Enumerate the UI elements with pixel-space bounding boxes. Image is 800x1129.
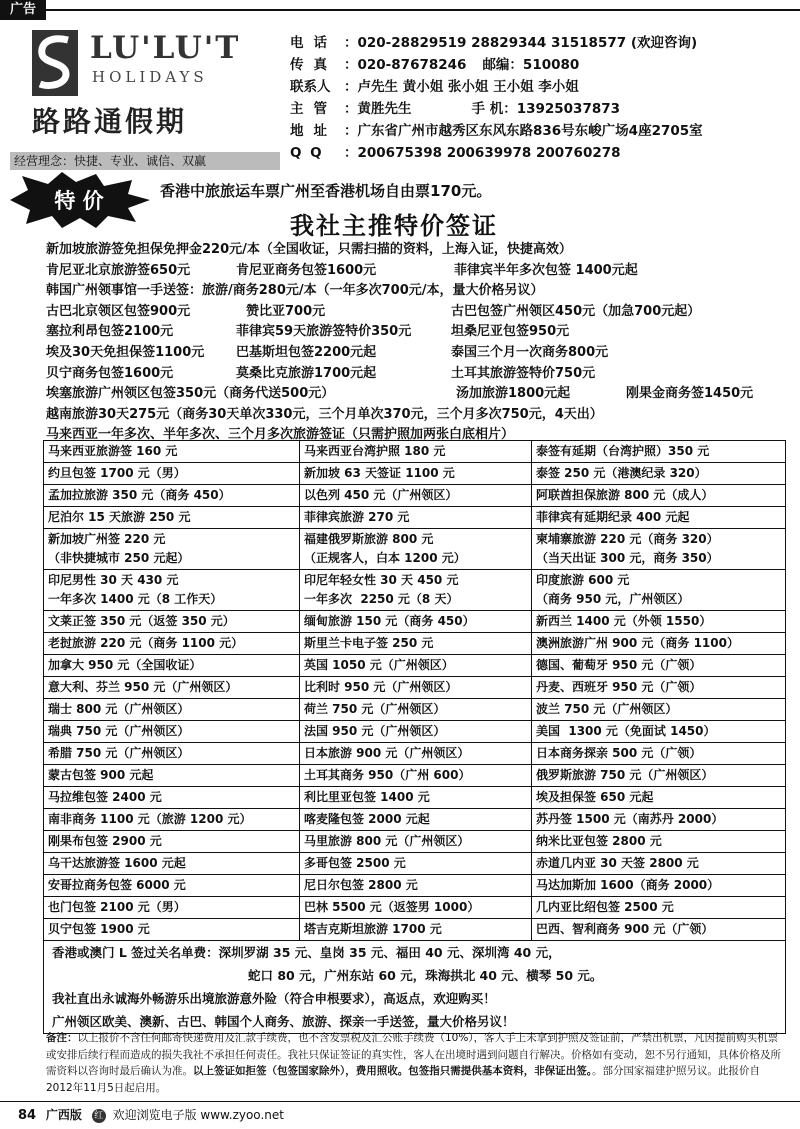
visa-promo-item: 菲律宾半年多次包签 1400元起: [454, 262, 638, 278]
table-cell: 斯里兰卡电子签 250 元: [300, 633, 532, 655]
edition-logo-icon: 红: [92, 1109, 106, 1123]
visa-promo-item: 塞拉利昂包签2100元: [46, 324, 174, 340]
table-cell: 几内亚比绍包签 2500 元: [532, 897, 786, 919]
table-cell: 苏丹签 1500 元（南苏丹 2000）: [532, 809, 786, 831]
table-row: [44, 743, 786, 765]
table-cell: 塔吉克斯坦旅游 1700 元: [300, 919, 532, 941]
table-row: [44, 507, 786, 529]
table-cell: 马来西亚旅游签 160 元: [44, 441, 300, 463]
table-cell: 印度旅游 600 元 （商务 950 元，广州领区）: [532, 570, 786, 611]
fax-row: 传真 ：020-87678246 邮编：510080: [290, 54, 703, 76]
table-cell: 缅甸旅游 150 元（商务 450）: [300, 611, 532, 633]
contacts-value: 卢先生 黄小姐 张小姐 王小姐 李小姐: [357, 79, 579, 95]
notice-line: 蛇口 80 元，广州东站 60 元，珠海拱北 40 元、横琴 50 元。: [248, 968, 603, 983]
remarks: [46, 1030, 786, 1096]
table-cell: 俄罗斯旅游 750 元（广州领区）: [532, 765, 786, 787]
table-cell: 澳洲旅游广州 900 元（商务 1100）: [532, 633, 786, 655]
table-cell: 孟加拉旅游 350 元（商务 450）: [44, 485, 300, 507]
logo-name: LU'LU'T: [90, 30, 241, 66]
visa-promo-item: 泰国三个月一次商务800元: [451, 344, 609, 360]
table-row: [44, 611, 786, 633]
table-cell: 巴林 5500 元（返签男 1000）: [300, 897, 532, 919]
qq-row: Q Q ：200675398 200639978 200760278: [290, 142, 703, 164]
table-cell: 比利时 950 元（广州领区）: [300, 677, 532, 699]
table-cell: 瑞典 750 元（广州领区）: [44, 721, 300, 743]
logo-chinese-name: 路路通假期: [32, 105, 188, 138]
table-cell: 德国、葡萄牙 950 元（广领）: [532, 655, 786, 677]
visa-price-table: [43, 440, 786, 941]
fax-value: 020-87678246: [357, 57, 467, 73]
company-logo: [22, 28, 262, 152]
table-cell: 南非商务 1100 元（旅游 1200 元）: [44, 809, 300, 831]
address-value: 广东省广州市越秀区东风东路836号东峻广场4座2705室: [357, 123, 703, 139]
notice-line: 广州领区欧美、澳新、古巴、韩国个人商务、旅游、探亲一手送签，量大价格另议！: [52, 1014, 515, 1029]
table-cell: 贝宁包签 1900 元: [44, 919, 300, 941]
visa-promo-item: 贝宁商务包签1600元: [46, 365, 174, 381]
visa-promo-list: [46, 240, 786, 446]
table-cell: 马拉维包签 2400 元: [44, 787, 300, 809]
visa-promo-item: 埃及30天免担保签1100元: [46, 344, 205, 360]
mobile: 手 机：13925037873: [471, 101, 621, 117]
table-cell: 乌干达旅游签 1600 元起: [44, 853, 300, 875]
table-cell: 法国 950 元（广州领区）: [300, 721, 532, 743]
table-cell: 日本商务探亲 500 元（广领）: [532, 743, 786, 765]
visa-promo-item: 土耳其旅游签特价750元: [451, 365, 596, 381]
table-cell: 刚果布包签 2900 元: [44, 831, 300, 853]
visa-promo-item: 坦桑尼亚包签950元: [451, 324, 570, 340]
table-cell: 印尼年轻女性 30 天 450 元 一年多次 2250 元（8 天）: [300, 570, 532, 611]
table-cell: 老挝旅游 220 元（商务 1100 元）: [44, 633, 300, 655]
special-badge-text: 特 价: [54, 189, 104, 213]
notice-line: 香港或澳门 L 签过关名单费：深圳罗湖 35 元、皇岗 35 元、福田 40 元、深圳湾 40 元，: [52, 945, 561, 960]
visa-promo-item: 韩国广州领事馆一手送签：旅游/商务280元/本（一年多次700元/本，量大价格另议）: [46, 283, 544, 299]
table-cell: 纳米比亚包签 2800 元: [532, 831, 786, 853]
table-row: [44, 699, 786, 721]
logo-s-icon: [32, 30, 78, 96]
visa-promo-row: [46, 261, 786, 282]
manager-row: 主管 ：黄胜先生 手 机：13925037873: [290, 98, 703, 120]
table-row: [44, 441, 786, 463]
special-offer-line: 香港中旅旅运车票广州至香港机场自由票170元。: [160, 182, 492, 200]
table-row: [44, 721, 786, 743]
table-cell: 希腊 750 元（广州领区）: [44, 743, 300, 765]
table-cell: 意大利、芬兰 950 元（广州领区）: [44, 677, 300, 699]
qq-value: 200675398 200639978 200760278: [357, 145, 621, 161]
table-row: [44, 875, 786, 897]
visa-promo-item: 菲律宾59天旅游签特价350元: [236, 324, 412, 340]
table-cell: 加拿大 950 元（全国收证）: [44, 655, 300, 677]
table-row: [44, 655, 786, 677]
visa-promo-item: 肯尼亚北京旅游签650元: [46, 262, 191, 278]
table-row: [44, 633, 786, 655]
table-cell: 丹麦、西班牙 950 元（广领）: [532, 677, 786, 699]
table-row: [44, 677, 786, 699]
table-cell: 利比里亚包签 1400 元: [300, 787, 532, 809]
top-rule: [46, 9, 800, 11]
special-offer-burst: [4, 172, 154, 228]
notice-line: 我社直出永诚海外畅游乐出境旅游意外险（符合申根要求），高返点，欢迎购买！: [52, 991, 496, 1006]
visa-promo-item: 莫桑比克旅游1700元起: [236, 365, 377, 381]
table-cell: 瑞士 800 元（广州领区）: [44, 699, 300, 721]
visa-promo-row: [46, 322, 786, 343]
page-number: 84: [18, 1108, 37, 1123]
table-row: [44, 831, 786, 853]
website-text: 欢迎浏览电子版 www.zyoo.net: [112, 1108, 284, 1122]
table-cell: 新加坡 63 天签证 1100 元: [300, 463, 532, 485]
visa-promo-item: 越南旅游30天275元（商务30天单次330元，三个月单次370元，三个月多次750元，4天出）: [46, 406, 603, 422]
visa-promo-item: 新加坡旅游签免担保免押金220元/本（全国收证，只需扫描的资料，上海入证，快捷高效）: [46, 242, 572, 257]
remarks-text: 以上报价不含任何邮寄快递费用及汇款手续费，也不含发票税及汇公账手续费（10%），客人手上未拿到护照及签证前，严禁出机票，凡因提前购买机票或安排后续行程而造成的损失我社不承担任何责任。我社只保证签证的真实性，客人在出境时遇到问题自行解决。价格如有变动，恕不另行通知，具体价格及所需资料以咨询时最后确认为准。: [46, 1032, 781, 1077]
visa-promo-item: 古巴包签广州领区450元（加急700元起）: [451, 303, 701, 319]
bottom-notice-box: [43, 940, 786, 1034]
table-cell: 土耳其商务 950（广州 600）: [300, 765, 532, 787]
table-row: [44, 787, 786, 809]
table-cell: 日本旅游 900 元（广州领区）: [300, 743, 532, 765]
contact-info: [290, 32, 703, 164]
visa-promo-row: [46, 364, 786, 385]
visa-promo-row: [46, 281, 786, 302]
visa-promo-item: 刚果金商务签1450元: [626, 386, 754, 402]
table-cell: 也门包签 2100 元（男）: [44, 897, 300, 919]
visa-promo-row: [46, 302, 786, 323]
table-cell: 菲律宾旅游 270 元: [300, 507, 532, 529]
table-cell: 马来西亚台湾护照 180 元: [300, 441, 532, 463]
table-cell: 柬埔寨旅游 220 元（商务 320） （当天出证 300 元，商务 350）: [532, 529, 786, 570]
contacts-row: 联系人 ：卢先生 黄小姐 张小姐 王小姐 李小姐: [290, 76, 703, 98]
table-cell: 蒙古包签 900 元起: [44, 765, 300, 787]
table-cell: 尼泊尔 15 天旅游 250 元: [44, 507, 300, 529]
table-row: [44, 570, 786, 611]
remarks-bold-text: 以上签证如拒签（包签国家除外），费用照收。包签指只需提供基本资料，非保证出签。: [193, 1065, 592, 1077]
phone-value: 020-28829519 28829344 31518577 (欢迎咨询): [357, 35, 698, 51]
table-cell: 喀麦隆包签 2000 元起: [300, 809, 532, 831]
visa-promo-item: 古巴北京领区包签900元: [46, 303, 191, 319]
visa-promo-item: 赞比亚700元: [246, 303, 326, 319]
table-row: [44, 919, 786, 941]
visa-promo-item: 肯尼亚商务包签1600元: [236, 262, 377, 278]
table-row: [44, 485, 786, 507]
table-cell: 以色列 450 元（广州领区）: [300, 485, 532, 507]
table-cell: 埃及担保签 650 元起: [532, 787, 786, 809]
visa-promo-item: 汤加旅游1800元起: [456, 386, 571, 402]
table-cell: 巴西、智利商务 900 元（广领）: [532, 919, 786, 941]
table-row: [44, 765, 786, 787]
table-cell: 荷兰 750 元（广州领区）: [300, 699, 532, 721]
table-row: [44, 463, 786, 485]
table-cell: 美国 1300 元（免面试 1450）: [532, 721, 786, 743]
page-footer: [0, 1101, 800, 1127]
ad-tag: 广告: [0, 0, 46, 20]
table-cell: 波兰 750 元（广州领区）: [532, 699, 786, 721]
visa-promo-item: 巴基斯坦包签2200元起: [236, 344, 377, 360]
table-row: [44, 809, 786, 831]
visa-promo-item: 马来西亚一年多次、半年多次、三个月多次旅游签证（只需护照加两张白底相片）: [46, 427, 515, 443]
postcode: 邮编：510080: [482, 57, 580, 73]
remarks-label: 备注：: [46, 1032, 78, 1044]
phone-row: 电话 ：020-28829519 28829344 31518577 (欢迎咨询): [290, 32, 703, 54]
table-cell: 文莱正签 350 元（返签 350 元）: [44, 611, 300, 633]
remarks-tail: 。部分国家福建护照另议。此报价自2012年11月5日起启用。: [46, 1065, 760, 1094]
table-cell: 菲律宾有延期纪录 400 元起: [532, 507, 786, 529]
edition-label: 广西版: [45, 1108, 82, 1122]
visa-promo-row: [46, 343, 786, 364]
table-cell: 泰签有延期（台湾护照）350 元: [532, 441, 786, 463]
table-cell: 马达加斯加 1600（商务 2000）: [532, 875, 786, 897]
table-cell: 马里旅游 800 元（广州领区）: [300, 831, 532, 853]
table-cell: 福建俄罗斯旅游 800 元 （正规客人，白本 1200 元）: [300, 529, 532, 570]
table-cell: 安哥拉商务包签 6000 元: [44, 875, 300, 897]
logo-subtitle: HOLIDAYS: [92, 68, 208, 86]
table-cell: 多哥包签 2500 元: [300, 853, 532, 875]
table-cell: 英国 1050 元（广州领区）: [300, 655, 532, 677]
table-cell: 印尼男性 30 天 430 元 一年多次 1400 元（8 工作天）: [44, 570, 300, 611]
visa-promo-row: [46, 405, 786, 426]
business-motto: 经营理念：快捷、专业、诚信、双赢: [10, 152, 280, 170]
table-row: [44, 897, 786, 919]
address-row: 地址 ：广东省广州市越秀区东风东路836号东峻广场4座2705室: [290, 120, 703, 142]
table-cell: 泰签 250 元（港澳纪录 320）: [532, 463, 786, 485]
main-title: 我社主推特价签证: [290, 211, 498, 240]
manager-value: 黄胜先生: [357, 101, 412, 117]
visa-promo-row: [46, 384, 786, 405]
table-cell: 新西兰 1400 元（外领 1550）: [532, 611, 786, 633]
visa-promo-row: [46, 240, 786, 261]
table-row: [44, 529, 786, 570]
visa-promo-item: 埃塞旅游广州领区包签350元（商务代送500元）: [46, 386, 335, 402]
table-cell: 新加坡广州签 220 元 （非快捷城市 250 元起）: [44, 529, 300, 570]
table-row: [44, 853, 786, 875]
table-cell: 尼日尔包签 2800 元: [300, 875, 532, 897]
table-cell: 约旦包签 1700 元（男）: [44, 463, 300, 485]
table-cell: 赤道几内亚 30 天签 2800 元: [532, 853, 786, 875]
table-cell: 阿联酋担保旅游 800 元（成人）: [532, 485, 786, 507]
